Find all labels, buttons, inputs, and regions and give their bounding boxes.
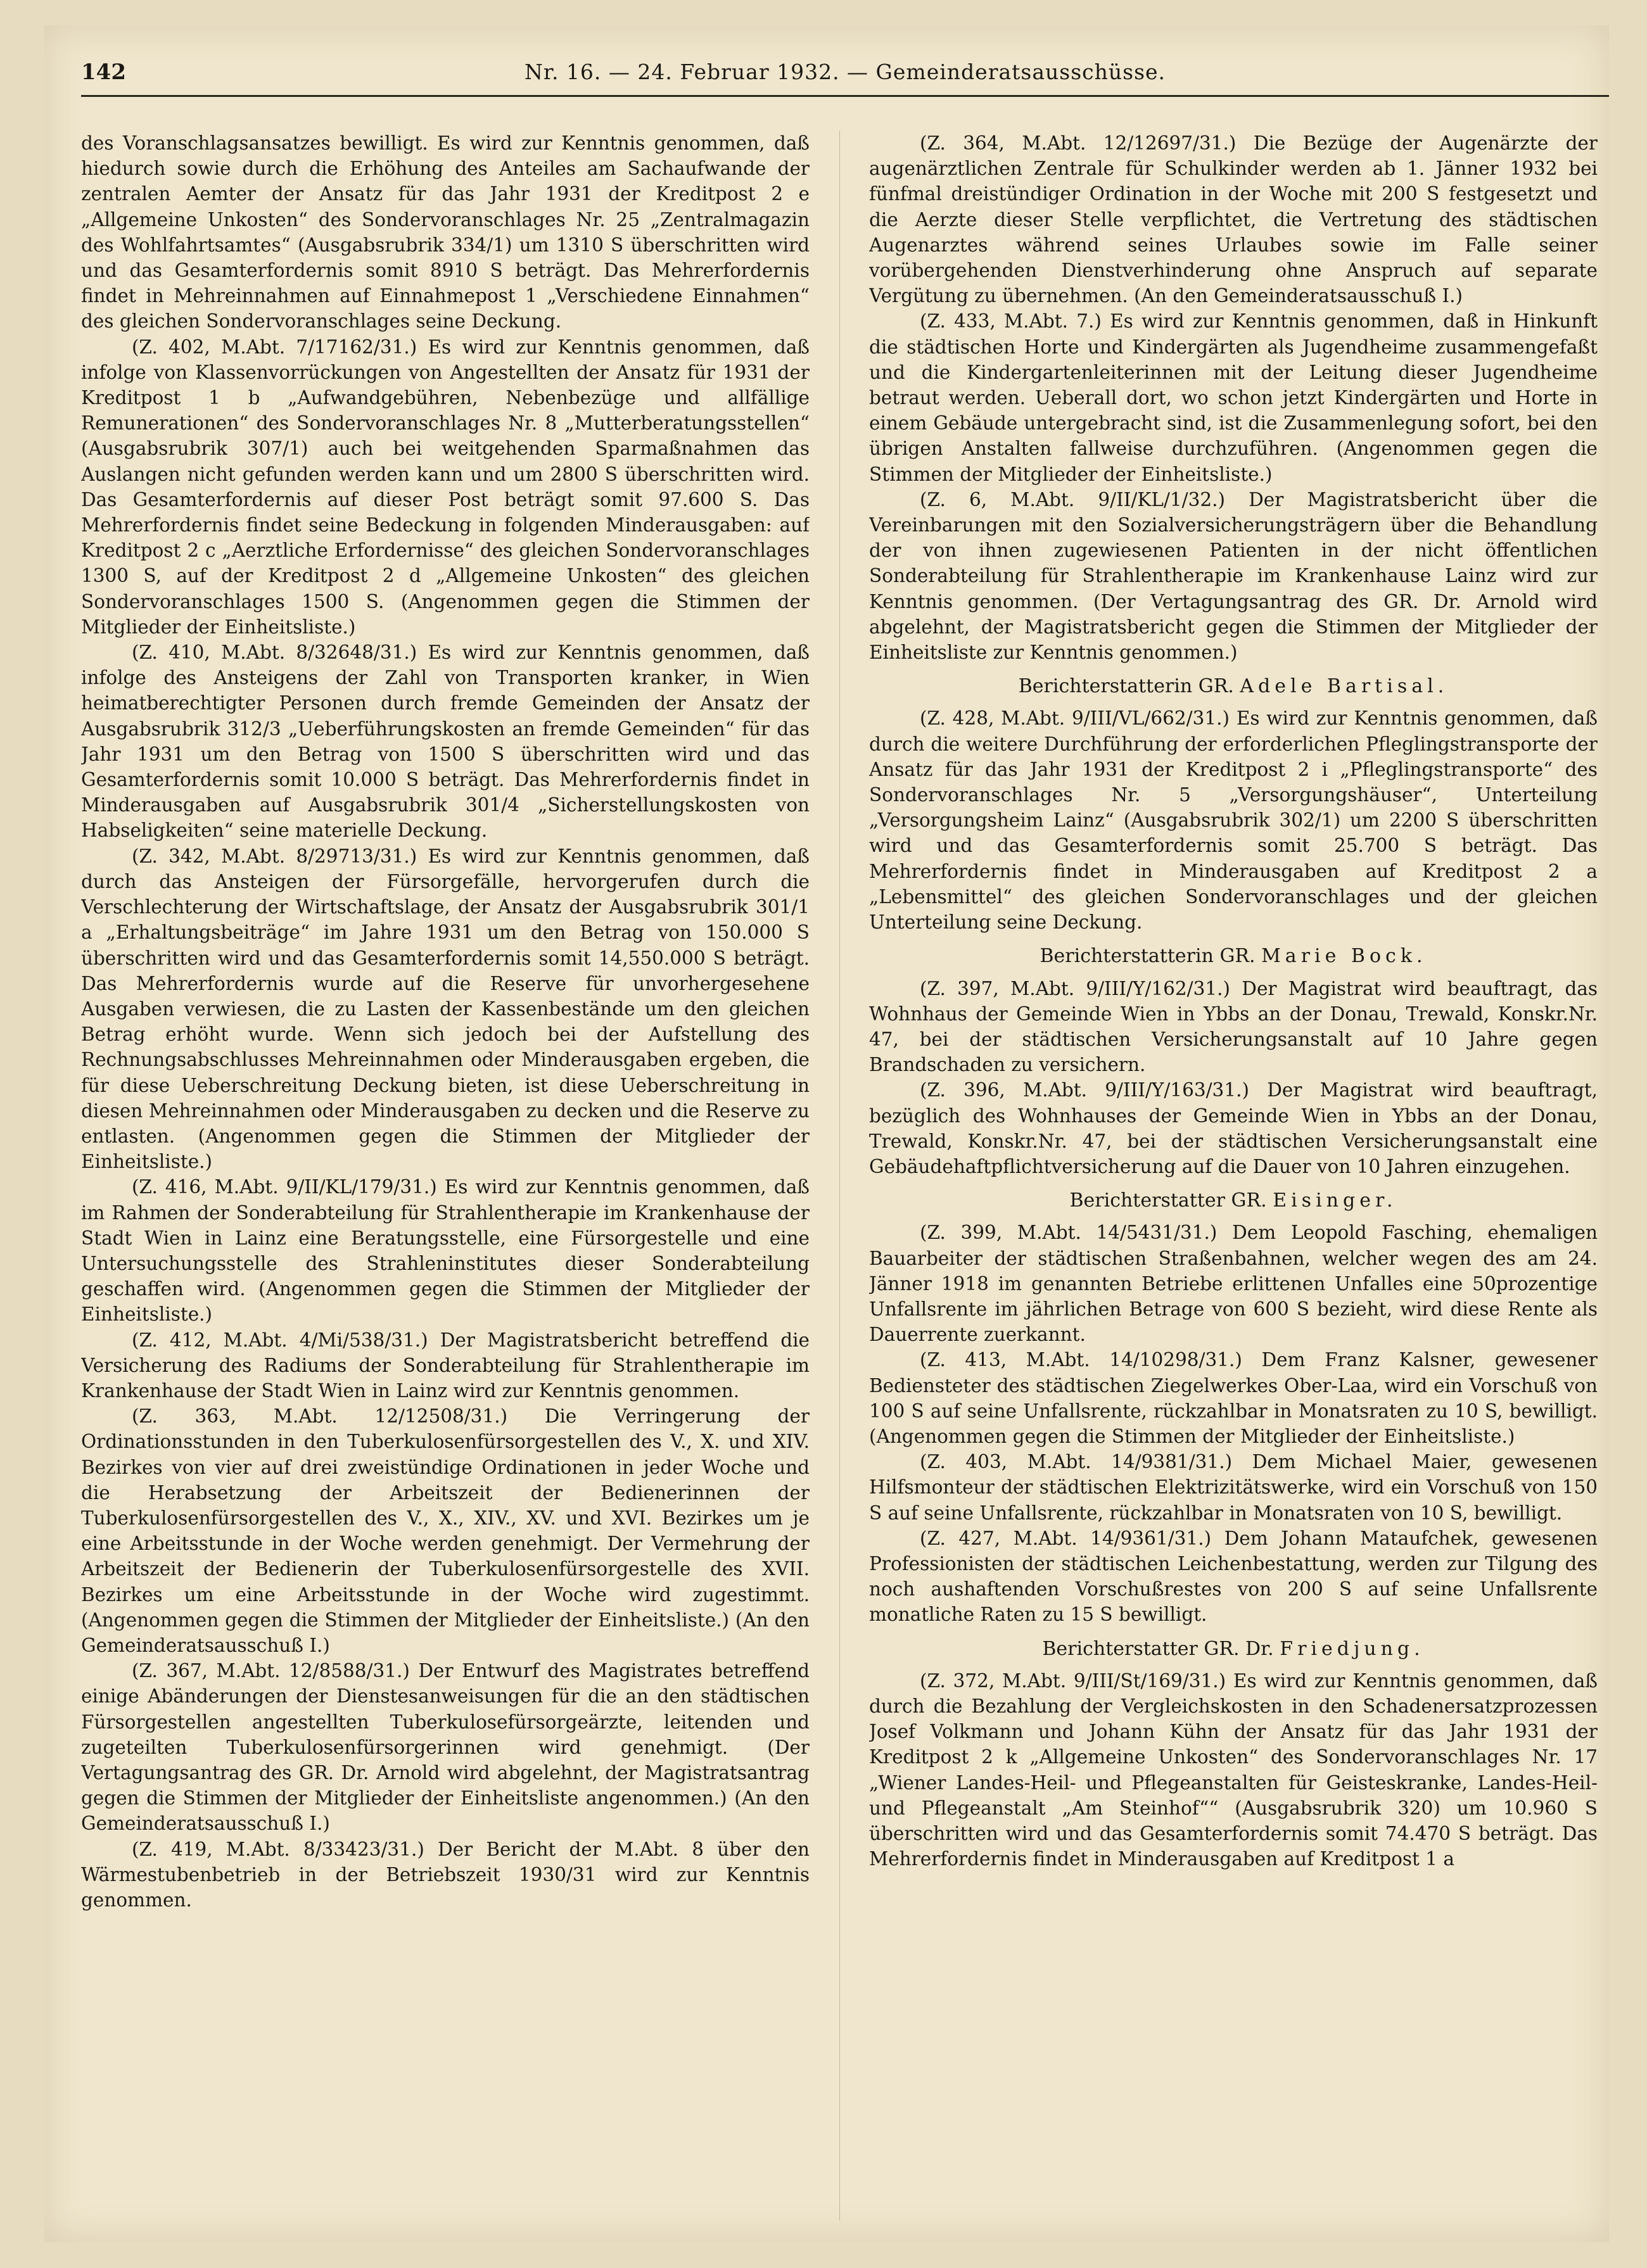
resolution-paragraph: (Z. 342, M.Abt. 8/29713/31.) Es wird zur Kenntnis genommen, daß durch das Ansteigen der Fürsorgefälle, hervorgerufen durch die Verschlechterung der Wirtschaftslage, der Ansatz der Ausgabsrubrik 301/1 a „Erhaltungsbeiträge“ im Jahre 1931 um den Betrag von 150.000 S überschritten wird und das Gesamterfordernis somit 14,550.000 S beträgt. Das Mehrerfordernis wurde auf die Reserve für unvorhergesehene Ausgaben verwiesen, die zu Lasten der Kassenbestände um den gleichen Betrag erhöht wurde. Wenn sich jedoch bei der Aufstellung des Rechnungsabschlusses Mehreinnahmen oder Minderausgaben ergeben, die für diese Ueberschreitung Deckung bieten, ist diese Ueberschreitung in diesen Mehreinnahmen oder Minderausgaben zu decken und die Reserve zu entlasten. (Angenommen gegen die Stimmen der Mitglieder der Einheitsliste.) bbox=[81, 845, 810, 1173]
rapporteur-name: Adele Bartisal. bbox=[1240, 675, 1449, 698]
rapporteur-heading bbox=[869, 674, 1598, 699]
resolution-paragraph: (Z. 410, M.Abt. 8/32648/31.) Es wird zur Kenntnis genommen, daß infolge des Ansteigens der Zahl von Transporten kranker, in Wien heimatberechtigter Personen durch fremde Gemeinden der Ansatz der Ausgabsrubrik 312/3 „Ueberführungskosten an fremde Gemeinden“ für das Jahr 1931 um den Betrag von 1500 S überschritten wird und das Gesamterfordernis somit 10.000 S beträgt. Das Mehrerfordernis findet in Minderausgaben auf Ausgabsrubrik 301/4 „Sicherstellungskosten von Habseligkeiten“ seine materielle Deckung. bbox=[81, 642, 810, 842]
resolution-paragraph: (Z. 399, M.Abt. 14/5431/31.) Dem Leopold Fasching, ehemaligen Bauarbeiter der städtischen Straßenbahnen, welcher wegen des am 24. Jänner 1918 im genannten Betriebe erlittenen Unfalles eine 50prozentige Unfallsrente im jährlichen Betrage von 600 S bezieht, wird diese Rente als Dauerrente zuerkannt. bbox=[869, 1222, 1598, 1346]
column-divider bbox=[839, 130, 840, 2220]
resolution-paragraph: (Z. 428, M.Abt. 9/III/VL/662/31.) Es wird zur Kenntnis genommen, daß durch die weitere Durchführung der erforderlichen Pfleglingstransporte der Ansatz für das Jahr 1931 der Kreditpost 2 i „Pfleglingstransporte“ des Sondervoranschlages Nr. 5 „Versorgungshäuser“, Unterteilung „Versorgungsheim Lainz“ (Ausgabsrubrik 302/1) um 2200 S überschritten wird und das Gesamterfordernis somit 25.700 S beträgt. Das Mehrerfordernis findet in Minderausgaben auf Kreditpost 2 a „Lebensmittel“ des gleichen Sondervoranschlages und der gleichen Unterteilung seine Deckung. bbox=[869, 707, 1598, 934]
continued-paragraph: des Voranschlagsansatzes bewilligt. Es wird zur Kenntnis genommen, daß hiedurch sowie durch die Erhöhung des Anteiles am Sachaufwande der zentralen Aemter der Ansatz für das Jahr 1931 der Kreditpost 2 e „Allgemeine Unkosten“ des Sondervoranschlages Nr. 25 „Zentralmagazin des Wohlfahrtsamtes“ (Ausgabsrubrik 334/1) um 1310 S überschritten wird und das Gesamterfordernis somit 8910 S beträgt. Das Mehrerfordernis findet in Mehreinnahmen auf Einnahmepost 1 „Verschiedene Einnahmen“ des gleichen Sondervoranschlages seine Deckung. bbox=[81, 132, 810, 333]
resolution-paragraph: (Z. 396, M.Abt. 9/III/Y/163/31.) Der Magistrat wird beauftragt, bezüglich des Wohnhauses der Gemeinde Wien in Ybbs an der Donau, Trewald, Konskr.Nr. 47, bei der städtischen Versicherungsanstalt eine Gebäudehaftpflichtversicherung auf die Dauer von 10 Jahren einzugehen. bbox=[869, 1079, 1598, 1177]
resolution-paragraph: (Z. 372, M.Abt. 9/III/St/169/31.) Es wird zur Kenntnis genommen, daß durch die Bezahlung der Vergleichskosten in den Schadenersatzprozessen Josef Volkmann und Johann Kühn der Ansatz für das Jahr 1931 der Kreditpost 2 k „Allgemeine Unkosten“ des Sondervoranschlages Nr. 17 „Wiener Landes-Heil- und Pflegeanstalten für Geisteskranke, Landes-Heil- und Pflegeanstalt „Am Steinhof““ (Ausgabsrubrik 320) um 10.960 S überschritten wird und das Gesamterfordernis somit 74.470 S beträgt. Das Mehrerfordernis findet in Minderausgaben auf Kreditpost 1 a bbox=[869, 1669, 1598, 1870]
rapporteur-title: Berichterstatterin GR. bbox=[1040, 945, 1256, 968]
resolution-paragraph: (Z. 402, M.Abt. 7/17162/31.) Es wird zur Kenntnis genommen, daß infolge von Klassenvorrückungen von Angestellten der Ansatz für 1931 der Kreditpost 1 b „Aufwandgebühren, Nebenbezüge und allfällige Remunerationen“ des Sondervoranschlages Nr. 8 „Mutterberatungsstellen“ (Ausgabsrubrik 307/1) auch bei weitgehenden Sparmaßnahmen das Auslangen nicht gefunden werden kann und um 2800 S überschritten wird. Das Gesamterfordernis auf dieser Post beträgt somit 97.600 S. Das Mehrerfordernis findet seine Bedeckung in folgenden Minderausgaben: auf Kreditpost 2 c „Aerztliche Erfordernisse“ des gleichen Sondervoranschlages 1300 S, auf der Kreditpost 2 d „Allgemeine Unkosten“ des gleichen Sondervoranschlages 1500 S. (Angenommen gegen die Stimmen der Mitglieder der Einheitsliste.) bbox=[81, 336, 810, 638]
resolution-paragraph: (Z. 6, M.Abt. 9/II/KL/1/32.) Der Magistratsbericht über die Vereinbarungen mit den Sozialversicherungsträgern über die Behandlung der von ihnen zugewiesenen Patienten in der nicht öffentlichen Sonderabteilung für Strahlentherapie im Krankenhause Lainz wird zur Kenntnis genommen. (Der Vertagungsantrag des GR. Dr. Arnold wird abgelehnt, der Magistratsbericht gegen die Stimmen der Mitglieder der Einheitsliste zur Kenntnis genommen.) bbox=[869, 488, 1598, 664]
rapporteur-heading bbox=[869, 1637, 1598, 1662]
rapporteur-title: Berichterstatter GR. bbox=[1069, 1189, 1267, 1212]
rapporteur-title: Berichterstatter GR. Dr. bbox=[1042, 1637, 1274, 1660]
rapporteur-name: Eisinger. bbox=[1273, 1189, 1397, 1212]
resolution-paragraph: (Z. 363, M.Abt. 12/12508/31.) Die Verringerung der Ordinationsstunden in den Tuberkulosenfürsorgestellen des V., X. und XIV. Bezirkes von vier auf drei zweistündige Ordinationen in jeder Woche und die Herabsetzung der Arbeitszeit der Bedienerinnen der Tuberkulosenfürsorgestellen des V., X., XIV., XV. und XVI. Bezirkes um je eine Arbeitsstunde in der Woche werden genehmigt. Der Vermehrung der Arbeitszeit der Bedienerin der Tuberkulosenfürsorgestelle des XVII. Bezirkes um eine Arbeitsstunde in der Woche wird zugestimmt. (Angenommen gegen die Stimmen der Mitglieder der Einheitsliste.) (An den Gemeinderatsausschuß I.) bbox=[81, 1405, 810, 1656]
resolution-paragraph: (Z. 433, M.Abt. 7.) Es wird zur Kenntnis genommen, daß in Hinkunft die städtischen Horte und Kindergärten als Jugendheime zusammengefaßt und die Kindergartenleiterinnen mit der Leitung dieser Jugendheime betraut werden. Ueberall dort, wo schon jetzt Kindergärten und Horte in einem Gebäude untergebracht sind, ist die Zusammenlegung sofort, bei den übrigen Anstalten fallweise durchzuführen. (Angenommen gegen die Stimmen der Mitglieder der Einheitsliste.) bbox=[869, 310, 1598, 485]
resolution-paragraph: (Z. 416, M.Abt. 9/II/KL/179/31.) Es wird zur Kenntnis genommen, daß im Rahmen der Sonderabteilung für Strahlentherapie im Krankenhause der Stadt Wien in Lainz eine Beratungsstelle, eine Fürsorgestelle und eine Untersuchungsstelle des Strahleninstitutes dieser Sonderabteilung geschaffen wird. (Angenommen gegen die Stimmen der Mitglieder der Einheitsliste.) bbox=[81, 1176, 810, 1326]
header-rule bbox=[81, 95, 1609, 97]
resolution-paragraph: (Z. 403, M.Abt. 14/9381/31.) Dem Michael Maier, gewesenen Hilfsmonteur der städtischen Elektrizitätswerke, wird ein Vorschuß von 150 S auf seine Unfallsrente, rückzahlbar in Monatsraten von 10 S, bewilligt. bbox=[869, 1451, 1598, 1524]
resolution-paragraph: (Z. 364, M.Abt. 12/12697/31.) Die Bezüge der Augenärzte der augenärztlichen Zentrale für Schulkinder werden ab 1. Jänner 1932 bei fünfmal dreistündiger Ordination in der Woche mit 200 S festgesetzt und die Aerzte dieser Stelle verpflichtet, die Vertretung des städtischen Augenarztes während seines Urlaubes sowie im Falle seiner vorübergehenden Dienstverhinderung ohne Anspruch auf separate Vergütung zu übernehmen. (An den Gemeinderatsausschuß I.) bbox=[869, 132, 1598, 307]
resolution-paragraph: (Z. 367, M.Abt. 12/8588/31.) Der Entwurf des Magistrates betreffend einige Abänderungen der Dienstesanweisungen für die an den städtischen Fürsorgestellen angestellten Tuberkulosefürsorgeärzte, leitenden und zugeteilten Tuberkulosenfürsorgerinnen wird genehmigt. (Der Vertagungsantrag des GR. Dr. Arnold wird abgelehnt, der Magistratsantrag gegen die Stimmen der Mitglieder der Einheitsliste angenommen.) (An den Gemeinderatsausschuß I.) bbox=[81, 1660, 810, 1835]
rapporteur-heading bbox=[869, 1188, 1598, 1213]
left-column bbox=[81, 130, 810, 2233]
rapporteur-title: Berichterstatterin GR. bbox=[1018, 675, 1234, 698]
page-header bbox=[81, 52, 1609, 92]
resolution-paragraph: (Z. 412, M.Abt. 4/Mi/538/31.) Der Magistratsbericht betreffend die Versicherung des Radiums der Sonderabteilung für Strahlentherapie im Krankenhause der Stadt Wien in Lainz wird zur Kenntnis genommen. bbox=[81, 1329, 810, 1402]
rapporteur-heading bbox=[869, 944, 1598, 969]
resolution-paragraph: (Z. 419, M.Abt. 8/33423/31.) Der Bericht der M.Abt. 8 über den Wärmestubenbetrieb in der Betriebszeit 1930/31 wird zur Kenntnis genommen. bbox=[81, 1838, 810, 1911]
page-number: 142 bbox=[81, 60, 126, 85]
rapporteur-name: Friedjung. bbox=[1280, 1637, 1425, 1660]
resolution-paragraph: (Z. 413, M.Abt. 14/10298/31.) Dem Franz Kalsner, gewesener Bediensteter des städtischen Ziegelwerkes Ober-Laa, wird ein Vorschuß von 100 S auf seine Unfallsrente, rückzahlbar in Monatsraten zu 10 S, bewilligt. (Angenommen gegen die Stimmen der Mitglieder der Einheitsliste.) bbox=[869, 1349, 1598, 1447]
right-column bbox=[869, 130, 1598, 2233]
rapporteur-name: Marie Bock. bbox=[1261, 945, 1427, 968]
running-title: Nr. 16. — 24. Februar 1932. — Gemeinderatsausschüsse. bbox=[524, 60, 1166, 84]
resolution-paragraph: (Z. 427, M.Abt. 14/9361/31.) Dem Johann Mataufchek, gewesenen Professionisten der städtischen Leichenbestattung, werden zur Tilgung des noch aushaftenden Vorschußrestes von 200 S auf seine Unfallsrente monatliche Raten zu 15 S bewilligt. bbox=[869, 1527, 1598, 1626]
resolution-paragraph: (Z. 397, M.Abt. 9/III/Y/162/31.) Der Magistrat wird beauftragt, das Wohnhaus der Gemeinde Wien in Ybbs an der Donau, Trewald, Konskr.Nr. 47, bei der städtischen Versicherungsanstalt auf 10 Jahre gegen Brandschaden zu versichern. bbox=[869, 977, 1598, 1076]
